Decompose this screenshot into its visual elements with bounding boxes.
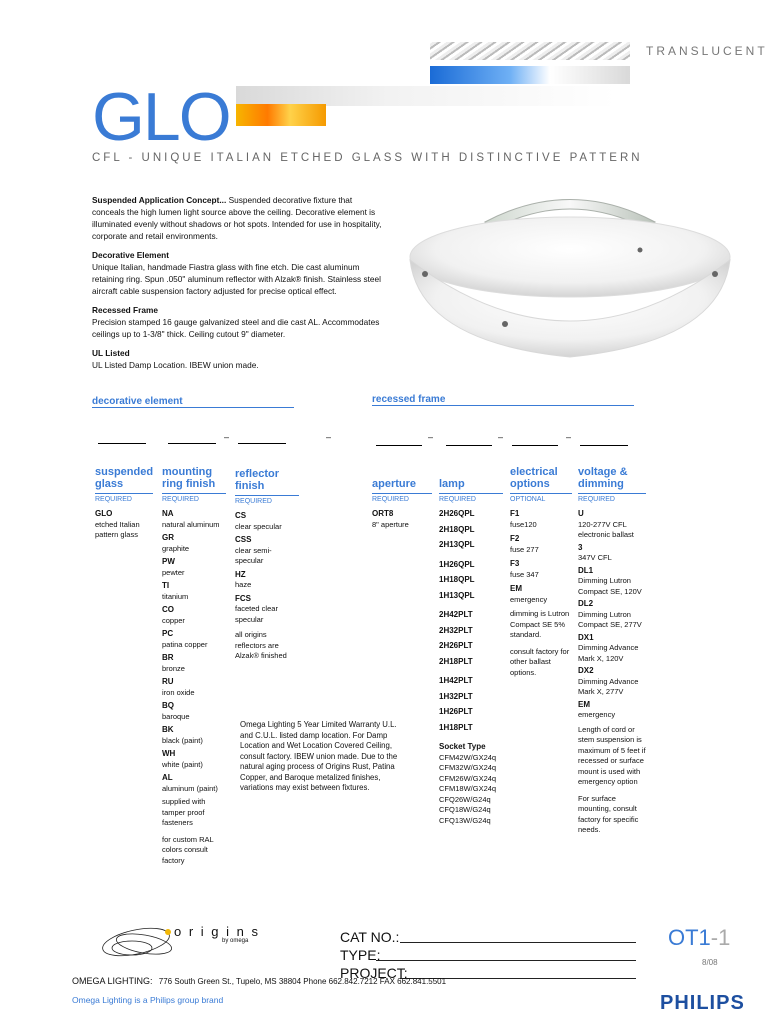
reflector-list xyxy=(235,511,299,625)
blank-aperture xyxy=(376,444,422,446)
decorative-text: Unique Italian, handmade Fiastra glass with fine etch. Die cast aluminum retaining ring. Spun .050" aluminum reflector with Alzak® finish. Stainless steel aircraft cable suspension factory adjusted for precise optical effect. xyxy=(92,262,381,296)
recessed-text: Precision stamped 16 gauge galvanized steel and die cast AL. Accommodates ceilings up to 1-3/8" thick. Ceiling cutout 9" diameter. xyxy=(92,317,380,339)
blank-ring xyxy=(168,442,216,444)
code: NA xyxy=(162,509,174,518)
col-voltage-required: REQUIRED xyxy=(578,493,646,503)
brand-word: TRANSLUCENT xyxy=(646,44,768,58)
desc: Dimming Advance Mark X, 277V xyxy=(578,676,639,696)
code: CO xyxy=(162,605,174,614)
cat-line xyxy=(400,942,636,943)
col-reflector-title2: finish xyxy=(235,480,265,492)
desc: emergency xyxy=(578,710,616,719)
list-item xyxy=(95,509,153,541)
list-item xyxy=(162,629,226,650)
origins-logo-text: o r i g i n s xyxy=(174,924,260,939)
project-label: PROJECT: xyxy=(340,965,408,981)
origins-logo-sub: by omega xyxy=(222,938,249,944)
ring-list xyxy=(162,509,226,794)
code: TI xyxy=(162,581,170,590)
decorative-heading: Decorative Element xyxy=(92,250,170,260)
desc: emergency xyxy=(510,594,548,604)
dash: – xyxy=(326,432,332,442)
lamp-code: 2H26QPL xyxy=(439,509,475,518)
reflector-note: all origins reflectors are Alzak® finished xyxy=(235,630,287,660)
code: GLO xyxy=(95,509,113,518)
electrical-list xyxy=(510,509,572,605)
desc: faceted clear specular xyxy=(235,604,278,624)
header-amber-strip xyxy=(236,104,326,126)
list-item xyxy=(162,581,226,602)
col-ring-title1: mounting xyxy=(162,466,213,478)
voltage-note1: Length of cord or stem suspension is maximum of 5 feet if recessed or surface mount is used with emergency option xyxy=(578,724,646,786)
code: PC xyxy=(162,629,174,638)
col-reflector-required: REQUIRED xyxy=(235,495,299,505)
lamp-code: 2H13QPL xyxy=(439,540,475,549)
socket-type: CFQ18W/G24q xyxy=(439,805,491,814)
page-code xyxy=(668,925,730,951)
lamp-code: 2H42PLT xyxy=(439,610,473,619)
list-item xyxy=(578,509,646,541)
desc: pewter xyxy=(162,567,185,577)
list-item xyxy=(578,700,646,721)
decorative-element-header: decorative element xyxy=(92,396,294,408)
blank-reflector xyxy=(238,442,286,444)
fixture-image xyxy=(390,182,750,372)
code: AL xyxy=(162,773,173,782)
blank-electrical xyxy=(512,444,558,446)
electrical-note2: consult factory for other ballast options. xyxy=(510,646,570,677)
lamp-group xyxy=(439,610,503,667)
lamp-group xyxy=(439,676,503,733)
desc: haze xyxy=(235,580,252,589)
col-electrical-title2: options xyxy=(510,478,550,490)
company-line xyxy=(72,976,446,986)
type-line xyxy=(376,960,636,961)
intro-heading: Suspended Application Concept... xyxy=(92,195,227,205)
desc: baroque xyxy=(162,711,190,721)
dash: – xyxy=(566,432,572,442)
desc: titanium xyxy=(162,591,189,601)
lamp-list xyxy=(439,509,503,733)
dash: – xyxy=(428,432,434,442)
company-name: OMEGA LIGHTING: xyxy=(72,976,153,986)
desc: Dimming Lutron Compact SE, 277V xyxy=(578,609,642,629)
socket-type: CFQ13W/G24q xyxy=(439,815,491,825)
desc: 8" aperture xyxy=(372,519,409,529)
socket-list xyxy=(439,753,503,827)
brand-note: Omega Lighting is a Philips group brand xyxy=(72,995,224,1005)
code: PW xyxy=(162,557,175,566)
code: FCS xyxy=(235,593,251,603)
list-item xyxy=(578,666,646,698)
dash: – xyxy=(224,432,230,442)
code: DX1 xyxy=(578,632,594,642)
col-lamp xyxy=(439,478,503,826)
desc: fuse 347 xyxy=(510,569,539,579)
lamp-code: 1H42PLT xyxy=(439,676,473,685)
socket-type: CFM18W/GX24q xyxy=(439,784,497,793)
col-electrical xyxy=(510,466,572,678)
col-ring xyxy=(162,466,226,866)
recessed-heading: Recessed Frame xyxy=(92,305,158,315)
desc: bronze xyxy=(162,663,185,673)
list-item xyxy=(510,534,572,555)
blank-lamp xyxy=(446,444,492,446)
col-voltage-title1: voltage & xyxy=(578,466,628,478)
company-address: 776 South Green St., Tupelo, MS 38804 Phone 662.842.7212 FAX 662.841.5501 xyxy=(158,977,447,986)
socket-type: CFQ26W/G24q xyxy=(439,794,491,804)
type-label: TYPE: xyxy=(340,947,381,963)
code: HZ xyxy=(235,569,246,579)
ring-note1: supplied with tamper proof fasteners xyxy=(162,797,206,827)
list-item xyxy=(235,511,299,532)
col-glass-title1: suspended xyxy=(95,466,154,478)
list-item xyxy=(578,566,646,598)
code: GR xyxy=(162,533,174,542)
socket-type: CFM42W/GX24q xyxy=(439,752,497,762)
product-title: GLO xyxy=(92,79,230,155)
lamp-code: 1H13QPL xyxy=(439,590,475,600)
code: EM xyxy=(578,699,590,709)
desc: white (paint) xyxy=(162,759,203,769)
lamp-code: 1H18PLT xyxy=(439,722,473,732)
desc: Dimming Advance Mark X, 120V xyxy=(578,643,639,663)
header-grey-strip xyxy=(236,86,616,106)
philips-logo: PHILIPS xyxy=(660,992,745,1014)
code: 3 xyxy=(578,542,583,552)
code: F2 xyxy=(510,534,520,543)
cat-no-field xyxy=(340,928,408,982)
lamp-code: 1H26QPL xyxy=(439,559,475,569)
blank-voltage xyxy=(580,444,628,446)
desc: fuse 277 xyxy=(510,544,539,554)
code: F1 xyxy=(510,509,520,518)
code: BR xyxy=(162,653,174,662)
col-electrical-required: OPTIONAL xyxy=(510,493,572,503)
list-item xyxy=(162,533,226,554)
col-aperture xyxy=(372,478,432,530)
list-item xyxy=(235,535,299,567)
list-item xyxy=(162,557,226,578)
lamp-code: 2H18PLT xyxy=(439,656,473,666)
lamp-group xyxy=(439,509,503,551)
ring-note2: for custom RAL colors consult factory xyxy=(162,834,214,865)
lamp-code: 2H18QPL xyxy=(439,524,475,534)
code: DL2 xyxy=(578,599,594,608)
code: RU xyxy=(162,677,174,686)
warranty-text: Omega Lighting 5 Year Limited Warranty U.L. and C.U.L. listed damp location. For Damp Location and Wet Location Covered Ceiling, consult factory. IBEW union made. Due to the natural aging process of Origins Rust, Patina Copper, and Baroque metalized finishes, variations may exist between fixtures. xyxy=(240,720,398,792)
list-item xyxy=(578,599,646,631)
desc: clear specular xyxy=(235,521,282,531)
header-blue-strip xyxy=(430,66,630,84)
lamp-code: 1H32PLT xyxy=(439,691,473,701)
code: CS xyxy=(235,511,247,520)
col-ring-required: REQUIRED xyxy=(162,493,226,503)
list-item xyxy=(510,509,572,530)
desc: natural aluminum xyxy=(162,519,220,529)
product-tagline: CFL - UNIQUE ITALIAN ETCHED GLASS WITH DISTINCTIVE PATTERN xyxy=(92,152,643,164)
list-item xyxy=(510,584,572,605)
desc: 120-277V CFL electronic ballast xyxy=(578,519,634,539)
dash: – xyxy=(498,432,504,442)
code: ORT8 xyxy=(372,509,394,518)
intro-text: Suspended decorative fixture that conceals the high lumen light source above the ceiling. Decorative element is illuminated evenly without shadows or hot spots. Intended for use in hospitality, corporate and retail environments. xyxy=(92,195,382,241)
code: F3 xyxy=(510,559,520,568)
list-item xyxy=(235,570,299,591)
header-texture-band xyxy=(430,42,630,60)
desc: Dimming Lutron Compact SE, 120V xyxy=(578,576,642,596)
list-item xyxy=(510,559,572,580)
list-item xyxy=(235,594,299,626)
code: DX2 xyxy=(578,666,594,675)
col-voltage xyxy=(578,466,646,836)
col-electrical-title1: electrical xyxy=(510,466,558,478)
col-glass-required: REQUIRED xyxy=(95,493,153,503)
ul-text: UL Listed Damp Location. IBEW union made. xyxy=(92,360,259,370)
desc: iron oxide xyxy=(162,687,195,697)
desc: copper xyxy=(162,615,185,625)
list-item xyxy=(162,509,226,530)
col-glass xyxy=(95,466,153,541)
list-item xyxy=(162,701,226,722)
lamp-code: 2H26PLT xyxy=(439,641,473,650)
lamp-code: 1H26PLT xyxy=(439,707,473,716)
socket-type: CFM32W/GX24q xyxy=(439,763,497,772)
desc: black (paint) xyxy=(162,735,203,745)
col-aperture-required: REQUIRED xyxy=(372,493,432,503)
page-code-main: OT1 xyxy=(668,925,711,950)
description-block xyxy=(92,194,382,378)
desc: graphite xyxy=(162,543,190,553)
desc: clear semi-specular xyxy=(235,545,272,565)
code: U xyxy=(578,509,584,518)
recessed-frame-header: recessed frame xyxy=(372,394,634,406)
lamp-code: 1H18QPL xyxy=(439,575,475,584)
desc: aluminum (paint) xyxy=(162,783,218,793)
list-item xyxy=(162,653,226,674)
electrical-note1: dimming is Lutron Compact SE 5% standard. xyxy=(510,609,570,639)
code: BK xyxy=(162,725,174,734)
list-item xyxy=(162,749,226,770)
list-item xyxy=(162,773,226,794)
blank-glass xyxy=(98,442,146,444)
code: EM xyxy=(510,584,522,593)
list-item xyxy=(372,509,432,530)
desc: etched Italian pattern glass xyxy=(95,519,140,539)
cat-label: CAT NO.: xyxy=(340,929,400,945)
ul-heading: UL Listed xyxy=(92,348,130,358)
list-item xyxy=(578,543,646,564)
col-reflector-title1: reflector xyxy=(235,468,280,480)
col-aperture-title: aperture xyxy=(372,478,417,490)
code: WH xyxy=(162,749,176,758)
col-ring-title2: ring finish xyxy=(162,478,216,490)
list-item xyxy=(578,633,646,665)
list-item xyxy=(162,677,226,698)
revision-date: 8/08 xyxy=(702,958,718,967)
col-glass-title2: glass xyxy=(95,478,124,490)
lamp-code: 2H32PLT xyxy=(439,625,473,635)
code: CSS xyxy=(235,535,252,544)
code: DL1 xyxy=(578,565,594,575)
list-item xyxy=(162,725,226,746)
col-reflector xyxy=(235,468,299,662)
code: BQ xyxy=(162,701,174,710)
page-code-num: -1 xyxy=(710,925,731,950)
lamp-group xyxy=(439,560,503,602)
col-voltage-title2: dimming xyxy=(578,478,624,490)
desc: fuse120 xyxy=(510,519,537,529)
col-lamp-required: REQUIRED xyxy=(439,493,503,503)
socket-heading: Socket Type xyxy=(439,742,486,751)
voltage-list xyxy=(578,509,646,721)
voltage-note2: For surface mounting, consult factory for specific needs. xyxy=(578,793,639,834)
col-lamp-title: lamp xyxy=(439,478,465,490)
desc: 347V CFL xyxy=(578,553,612,562)
desc: patina copper xyxy=(162,639,208,649)
socket-type: CFM26W/GX24q xyxy=(439,773,497,783)
list-item xyxy=(162,605,226,626)
